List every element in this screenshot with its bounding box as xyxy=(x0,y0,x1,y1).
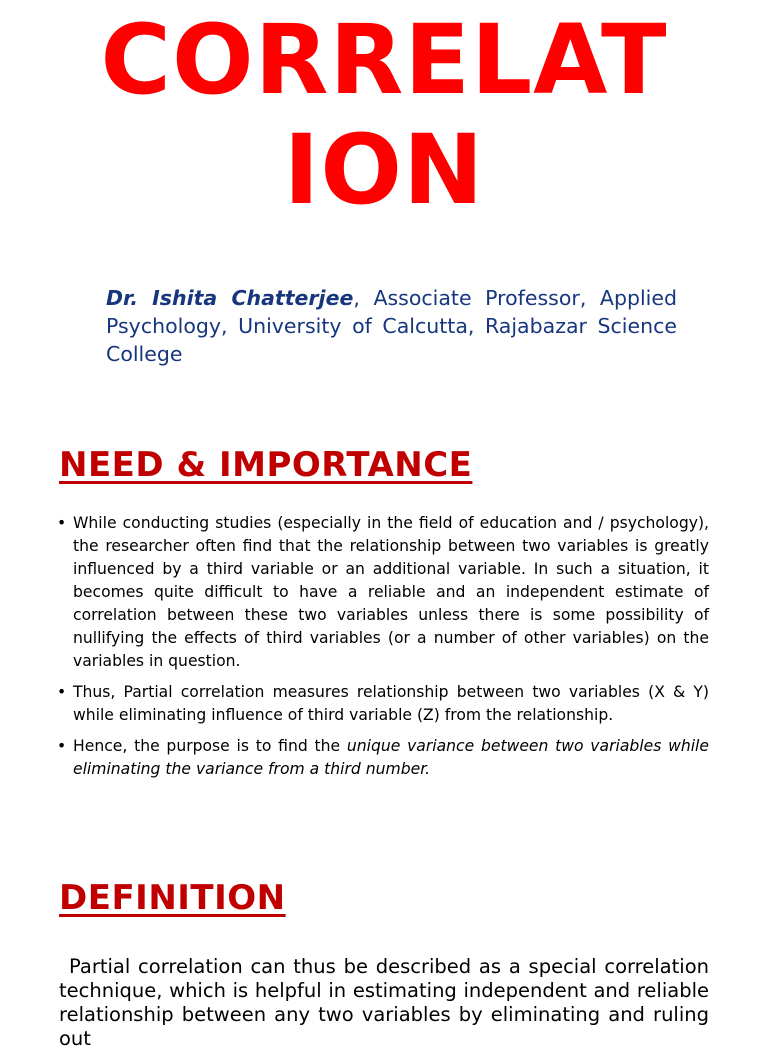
bullet-icon: • xyxy=(57,514,67,532)
definition-heading: DEFINITION xyxy=(59,878,286,918)
bullet-item xyxy=(57,681,709,727)
bullet-item xyxy=(57,512,709,673)
author-info xyxy=(106,284,677,368)
bullet-icon: • xyxy=(57,683,67,701)
bullet-text: Hence, the purpose is to find the xyxy=(73,737,347,755)
bullet-text: Thus, Partial correlation measures relationship between two variables (X & Y) while eliminating influence of third variable (Z) from the relationship. xyxy=(73,683,709,724)
bullet-item xyxy=(57,735,709,781)
author-name: Dr. Ishita Chatterjee xyxy=(106,286,354,310)
need-bullet-list xyxy=(57,512,709,789)
title-line-2: ION xyxy=(283,114,485,226)
title-line-1: CORRELAT xyxy=(100,4,668,116)
author-affiliation: Associate Professor, Applied Psychology, University of Calcutta, Rajabazar Science College xyxy=(106,286,677,366)
author-comma: , xyxy=(353,286,360,310)
definition-text: Partial correlation can thus be described as a special correlation technique, which is helpful in estimating independent and reliable relationship between any two variables by eliminating and ruling out xyxy=(59,955,709,1050)
need-importance-heading: NEED & IMPORTANCE xyxy=(59,445,473,485)
bullet-italic-text: unique variance between two variables while eliminating the variance from a third number. xyxy=(73,737,709,778)
bullet-icon: • xyxy=(57,737,67,755)
bullet-text: While conducting studies (especially in the field of education and / psychology), the researcher often find that the relationship between two variables is greatly influenced by a third variable or an additional variable. In such a situation, it becomes quite difficult to have a reliable and an independent estimate of correlation between these two variables unless there is some possibility of nullifying the effects of third variables (or a number of other variables) on the variables in question. xyxy=(73,514,709,670)
